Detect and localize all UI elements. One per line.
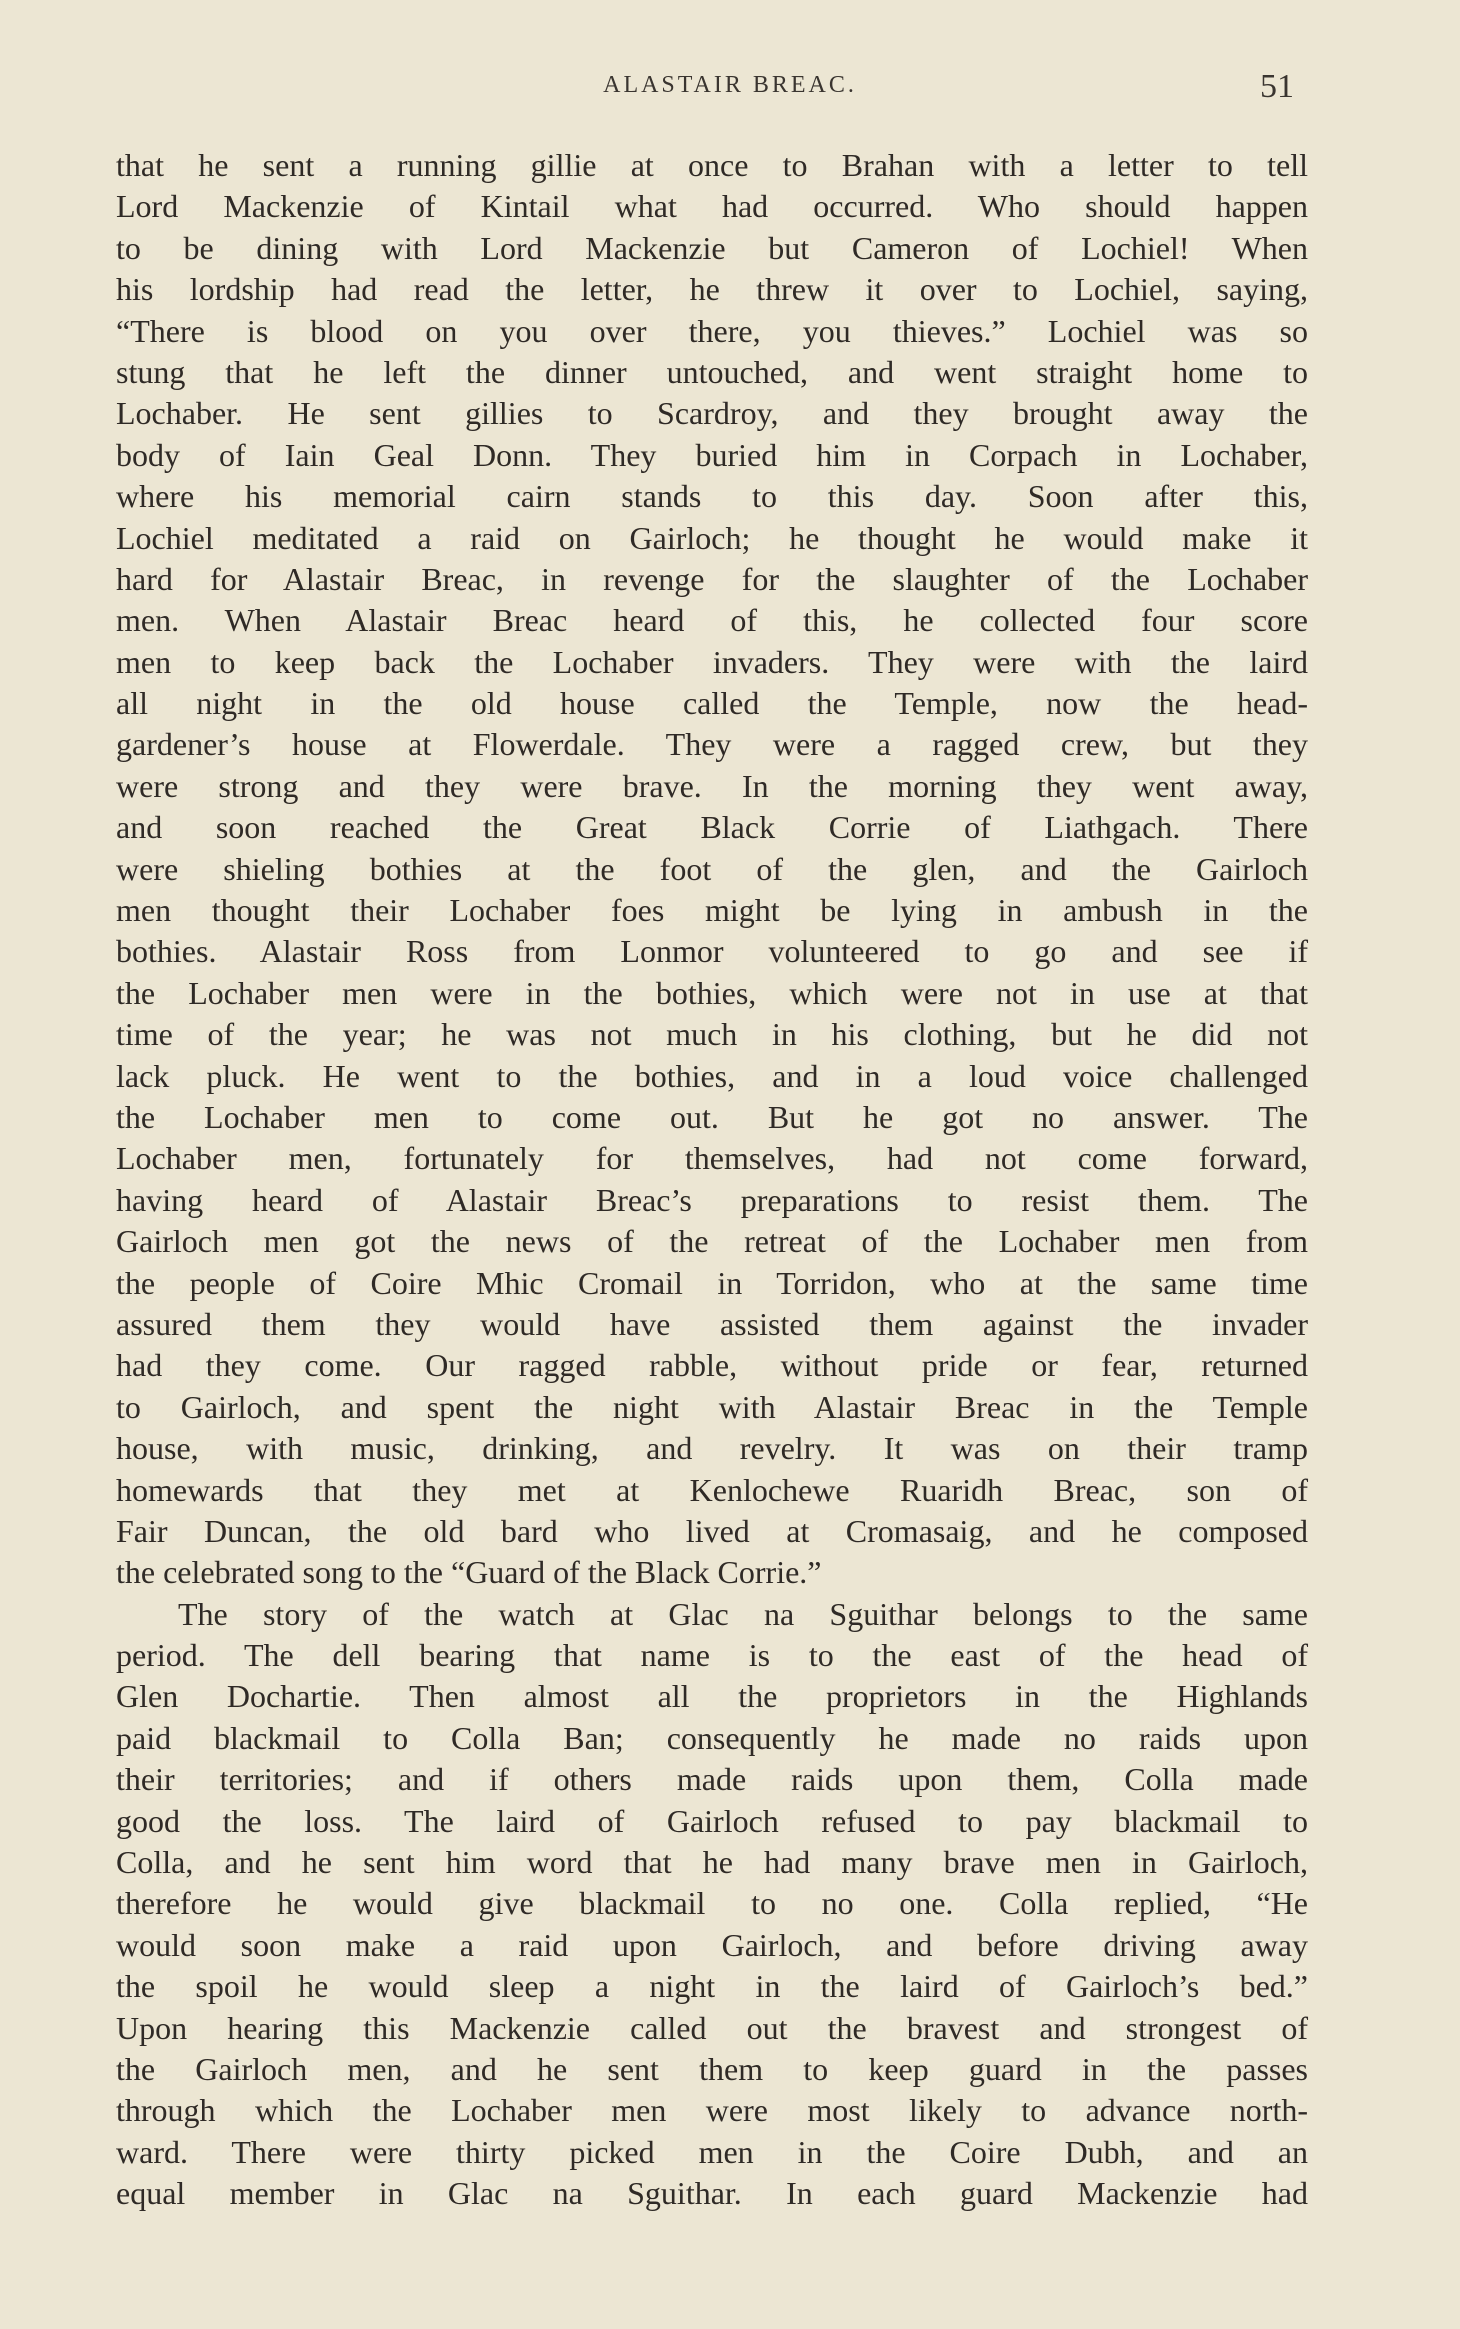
text-line-paragraph-start: The story of the watch at Glac na Sguithar belongs to the same — [178, 1595, 1308, 1632]
text-line: the Lochaber men to come out. But he got no answer. The — [116, 1098, 1308, 1135]
text-line: lack pluck. He went to the bothies, and in a loud voice challenged — [116, 1057, 1308, 1094]
text-line: his lordship had read the letter, he threw it over to Lochiel, saying, — [116, 271, 1308, 308]
text-line: the Gairloch men, and he sent them to keep guard in the passes — [116, 2050, 1308, 2087]
text-line: house, with music, drinking, and revelry. It was on their tramp — [116, 1430, 1308, 1467]
text-line: body of Iain Geal Donn. They buried him in Corpach in Lochaber, — [116, 436, 1308, 473]
text-line: the Lochaber men were in the bothies, which were not in use at that — [116, 974, 1308, 1011]
text-line: “There is blood on you over there, you thieves.” Lochiel was so — [116, 312, 1308, 349]
text-line: Lochaber. He sent gillies to Scardroy, and they brought away the — [116, 395, 1308, 432]
text-line: equal member in Glac na Sguithar. In each guard Mackenzie had — [116, 2175, 1308, 2212]
text-line: therefore he would give blackmail to no one. Colla replied, “He — [116, 1885, 1308, 1922]
text-line: their territories; and if others made raids upon them, Colla made — [116, 1761, 1308, 1798]
text-line: men to keep back the Lochaber invaders. They were with the laird — [116, 643, 1308, 680]
text-line: homewards that they met at Kenlochewe Ruaridh Breac, son of — [116, 1471, 1308, 1508]
text-line: Upon hearing this Mackenzie called out the bravest and strongest of — [116, 2009, 1308, 2046]
text-line: and soon reached the Great Black Corrie of Liathgach. There — [116, 809, 1308, 846]
text-line: through which the Lochaber men were most likely to advance north- — [116, 2092, 1308, 2129]
text-line: Colla, and he sent him word that he had many brave men in Gairloch, — [116, 1844, 1308, 1881]
text-line: that he sent a running gillie at once to Brahan with a letter to tell — [116, 147, 1308, 183]
text-line: stung that he left the dinner untouched, and went straight home to — [116, 353, 1308, 390]
text-line-paragraph-end: the celebrated song to the “Guard of the Black Corrie.” — [116, 1554, 822, 1591]
text-line: the spoil he would sleep a night in the laird of Gairloch’s bed.” — [116, 1968, 1308, 2005]
text-line: hard for Alastair Breac, in revenge for the slaughter of the Lochaber — [116, 560, 1308, 597]
text-line: were shieling bothies at the foot of the glen, and the Gairloch — [116, 850, 1308, 887]
text-line: Lord Mackenzie of Kintail what had occurred. Who should happen — [116, 188, 1308, 225]
text-line: men. When Alastair Breac heard of this, he collected four score — [116, 602, 1308, 639]
text-line: having heard of Alastair Breac’s preparations to resist them. The — [116, 1181, 1308, 1218]
text-line: period. The dell bearing that name is to the east of the head of — [116, 1637, 1308, 1674]
text-line: to Gairloch, and spent the night with Alastair Breac in the Temple — [116, 1388, 1308, 1425]
text-line: Lochaber men, fortunately for themselves, had not come forward, — [116, 1140, 1308, 1177]
text-line: men thought their Lochaber foes might be lying in ambush in the — [116, 892, 1308, 929]
text-line: Gairloch men got the news of the retreat of the Lochaber men from — [116, 1223, 1308, 1260]
text-line: good the loss. The laird of Gairloch refused to pay blackmail to — [116, 1802, 1308, 1839]
running-head: ALASTAIR BREAC. — [603, 72, 857, 98]
page-number: 51 — [1260, 68, 1294, 105]
text-line: paid blackmail to Colla Ban; consequently he made no raids upon — [116, 1719, 1308, 1756]
text-line: the people of Coire Mhic Cromail in Torridon, who at the same time — [116, 1264, 1308, 1301]
body-text — [116, 145, 1308, 2215]
text-line: Lochiel meditated a raid on Gairloch; he thought he would make it — [116, 519, 1308, 556]
text-line: had they come. Our ragged rabble, without pride or fear, returned — [116, 1347, 1308, 1384]
text-line: would soon make a raid upon Gairloch, and before driving away — [116, 1926, 1308, 1963]
text-line: to be dining with Lord Mackenzie but Cameron of Lochiel! When — [116, 229, 1308, 266]
text-line: Glen Dochartie. Then almost all the proprietors in the Highlands — [116, 1678, 1308, 1715]
text-line: time of the year; he was not much in his clothing, but he did not — [116, 1016, 1308, 1053]
text-line: gardener’s house at Flowerdale. They were a ragged crew, but they — [116, 726, 1308, 763]
text-line: bothies. Alastair Ross from Lonmor volunteered to go and see if — [116, 933, 1308, 970]
text-line: all night in the old house called the Temple, now the head- — [116, 685, 1308, 722]
text-line: ward. There were thirty picked men in the Coire Dubh, and an — [116, 2133, 1308, 2170]
text-line: were strong and they were brave. In the morning they went away, — [116, 767, 1308, 804]
text-line: Fair Duncan, the old bard who lived at Cromasaig, and he composed — [116, 1512, 1308, 1549]
text-line: where his memorial cairn stands to this day. Soon after this, — [116, 478, 1308, 515]
text-line: assured them they would have assisted them against the invader — [116, 1305, 1308, 1342]
